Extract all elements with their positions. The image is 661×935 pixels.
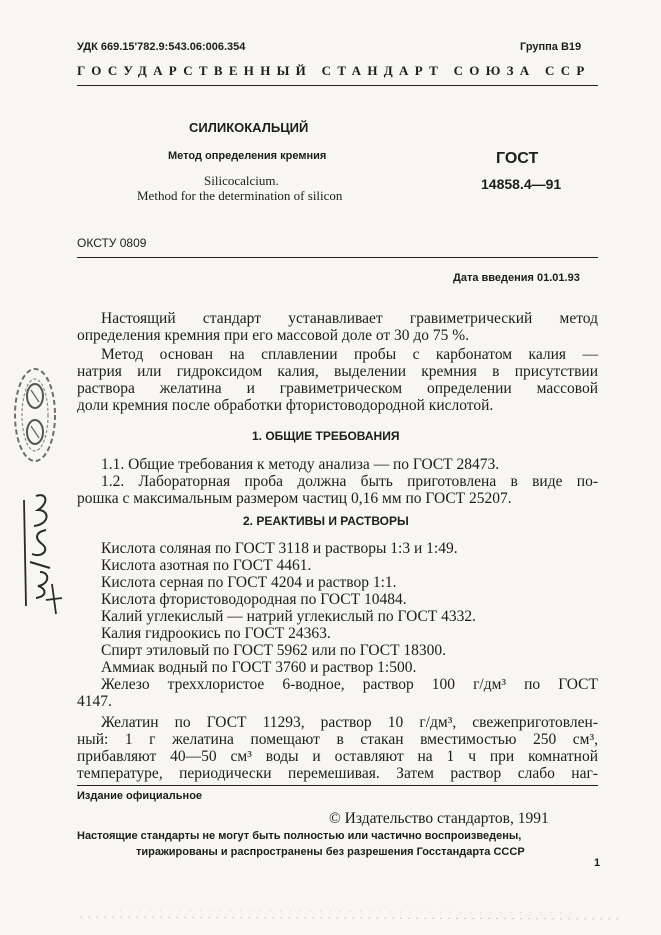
title-rule (77, 257, 598, 258)
library-stamp-icon (5, 360, 69, 468)
official-edition-label: Издание официальное (77, 790, 203, 802)
page-number: 1 (594, 857, 601, 869)
copyright-line: © Издательство стандартов, 1991 (329, 810, 549, 827)
reproduction-notice-line2: тиражированы и распространены без разрешения Госстандарта СССР (136, 846, 525, 858)
reagent-item: Аммиак водный по ГОСТ 3760 и раствор 1:500. (101, 659, 417, 676)
intro-line-1: Настоящий стандарт устанавливает гравиметрический метод (101, 310, 598, 327)
footer-rule (77, 785, 598, 786)
gelatin-line-3: прибавляют 40—50 см³ воды и оставляют на 1 ч при комнатной (77, 748, 598, 765)
scan-noise-icon (80, 905, 620, 925)
introduction-date: Дата введения 01.01.93 (453, 272, 580, 284)
reagent-item: Кислота азотная по ГОСТ 4461. (101, 557, 312, 574)
gelatin-line-1: Желатин по ГОСТ 11293, раствор 10 г/дм³, свежеприготовлен- (101, 714, 598, 731)
section-1-line-2: 1.2. Лабораторная проба должна быть приготовлена в виде по- (101, 473, 598, 490)
intro-line-5: раствора желатина и гравиметрическом определении массовой (77, 380, 598, 397)
section-1-line-1: 1.1. Общие требования к методу анализа — по ГОСТ 28473. (101, 456, 500, 473)
group-code: Группа В19 (520, 41, 582, 53)
intro-line-3: Метод основан на сплавлении пробы с карбонатом калия — (101, 346, 598, 363)
english-title-line1: Silicocalcium. (204, 173, 279, 188)
reagent-item: Калий углекислый — натрий углекислый по ГОСТ 4332. (101, 608, 477, 625)
reagent-item: Калия гидроокись по ГОСТ 24363. (101, 625, 331, 642)
reagent-item: 4147. (77, 693, 112, 710)
state-standard-banner: ГОСУДАРСТВЕННЫЙ СТАНДАРТ СОЮЗА ССР (77, 63, 591, 78)
reagent-item: Кислота фтористоводородная по ГОСТ 10484. (101, 591, 407, 608)
section-2-heading: 2. РЕАКТИВЫ И РАСТВОРЫ (243, 514, 409, 528)
reagent-item: Железо треххлористое 6-водное, раствор 100 г/дм³ по ГОСТ (101, 676, 598, 693)
gelatin-line-4: температуре, периодически перемешивая. Затем раствор слабо наг- (77, 765, 598, 782)
okstu-code: ОКСТУ 0809 (77, 236, 147, 250)
handwritten-margin-note-icon (16, 488, 66, 618)
english-title-line2: Method for the determination of silicon (137, 188, 343, 203)
intro-line-6: доли кремния после обработки фтористоводородной кислотой. (77, 397, 494, 414)
reagent-item: Кислота серная по ГОСТ 4204 и раствор 1:1. (101, 574, 397, 591)
gost-label: ГОСТ (496, 150, 539, 167)
reagent-item: Спирт этиловый по ГОСТ 5962 или по ГОСТ 18300. (101, 642, 447, 659)
intro-line-4: натрия или гидроксидом калия, выделении кремния в присутствии (77, 363, 598, 380)
gost-number: 14858.4—91 (481, 176, 562, 192)
udk-code: УДК 669.15'782.9:543.06:006.354 (77, 41, 246, 53)
reproduction-notice-line1: Настоящие стандарты не могут быть полностью или частично воспроизведены, (77, 830, 522, 842)
gelatin-line-2: ный: 1 г желатина помещают в стакан вместимостью 250 см³, (77, 731, 598, 748)
section-1-line-3: рошка с максимальным размером частиц 0,16 мм по ГОСТ 25207. (77, 490, 512, 507)
document-subtitle: Метод определения кремния (168, 150, 327, 162)
intro-line-2: определения кремния при его массовой доле от 30 до 75 %. (77, 327, 470, 344)
document-title: СИЛИКОКАЛЬЦИЙ (189, 120, 309, 135)
header-rule (77, 85, 598, 86)
section-1-heading: 1. ОБЩИЕ ТРЕБОВАНИЯ (252, 429, 400, 443)
reagent-item: Кислота соляная по ГОСТ 3118 и растворы 1:3 и 1:49. (101, 540, 458, 557)
